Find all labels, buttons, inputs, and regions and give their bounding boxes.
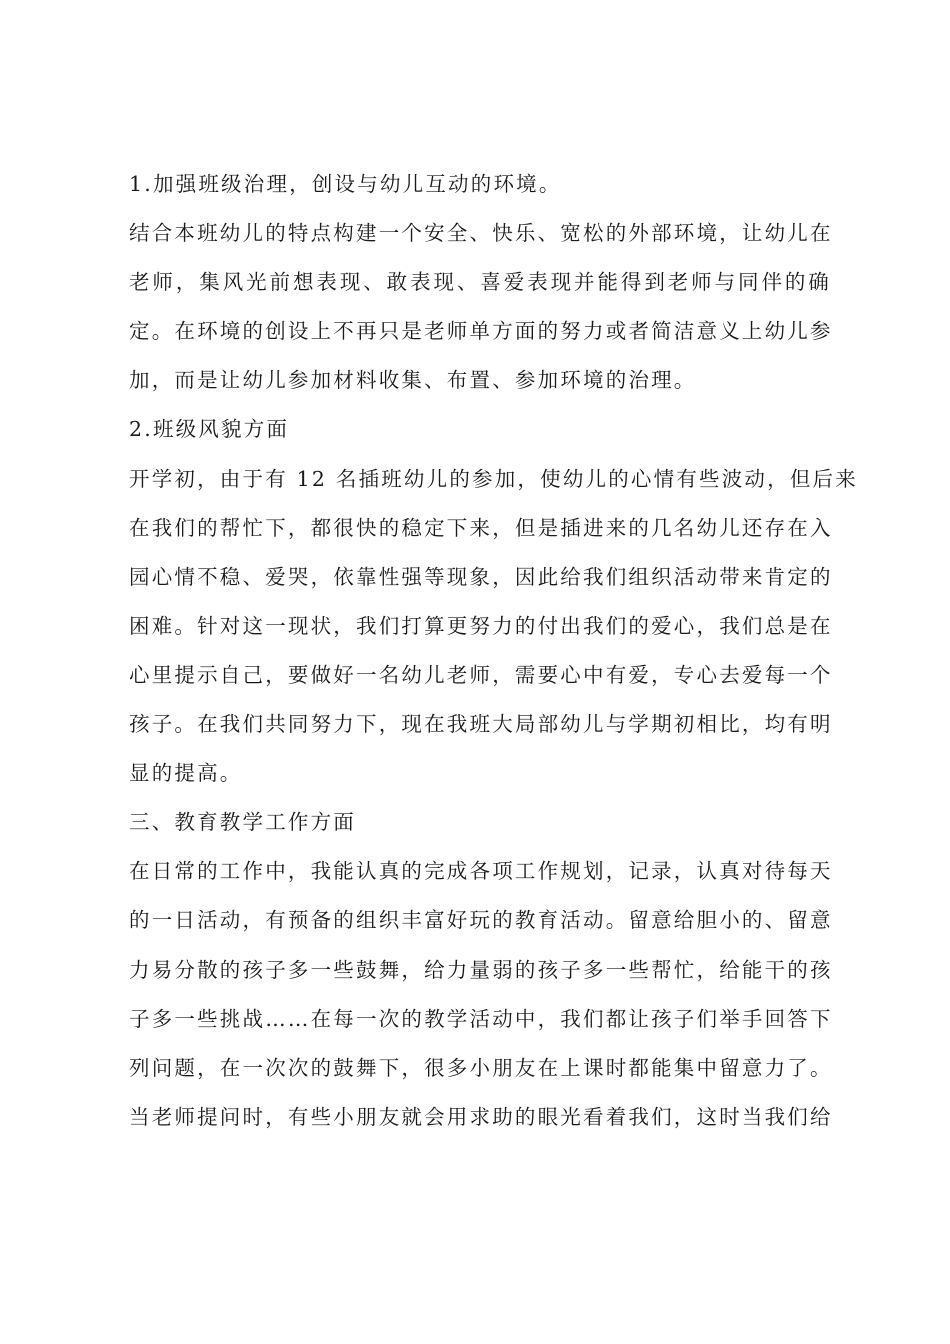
heading-line: 1.加强班级治理，创设与幼儿互动的环境。: [129, 172, 562, 196]
paragraph-line: 显的提高。: [129, 761, 243, 786]
paragraph-line: 结合本班幼儿的特点构建一个安全、快乐、宽松的外部环境，让幼儿在: [129, 221, 833, 246]
paragraph-environment: [129, 209, 831, 405]
paragraph-line: 在我们的帮忙下，都很快的稳定下来，但是插进来的几名幼儿还存在入: [129, 515, 833, 540]
paragraph-class-style: [129, 455, 858, 799]
heading-line: 2.班级风貌方面: [129, 417, 290, 442]
paragraph-line: 加，而是让幼儿参加材料收集、布置、参加环境的治理。: [129, 368, 697, 393]
section-heading-1: [129, 160, 831, 209]
paragraph-line: 开学初，由于有 12 名插班幼儿的参加，使幼儿的心情有些波动，但后来: [129, 466, 858, 491]
paragraph-line: 园心情不稳、爱哭，依靠性强等现象，因此给我们组织活动带来肯定的: [129, 564, 833, 589]
paragraph-line: 老师，集风光前想表现、敢表现、喜爱表现并能得到老师与同伴的确: [129, 270, 831, 295]
paragraph-teaching: [129, 847, 831, 1142]
section-heading-3: [129, 798, 831, 847]
paragraph-line: 的一日活动，有预备的组织丰富好玩的教育活动。留意给胆小的、留意: [129, 908, 833, 933]
paragraph-line: 困难。针对这一现状，我们打算更努力的付出我们的爱心，我们总是在: [129, 613, 833, 638]
paragraph-line: 当老师提问时，有些小朋友就会用求助的眼光看着我们，这时当我们给: [129, 1104, 833, 1129]
paragraph-line: 心里提示自己，要做好一名幼儿老师，需要心中有爱，专心去爱每一个: [129, 662, 833, 687]
paragraph-line: 列问题，在一次次的鼓舞下，很多小朋友在上课时都能集中留意力了。: [129, 1055, 833, 1080]
paragraph-line: 定。在环境的创设上不再只是老师单方面的努力或者简洁意义上幼儿参: [129, 319, 833, 344]
section-heading-2: [129, 405, 831, 454]
paragraph-line: 孩子。在我们共同努力下，现在我班大局部幼儿与学期初相比，均有明: [129, 712, 833, 737]
paragraph-line: 在日常的工作中，我能认真的完成各项工作规划，记录，认真对待每天: [129, 859, 833, 884]
document-body: [129, 160, 858, 1142]
heading-line: 三、教育教学工作方面: [129, 810, 356, 835]
paragraph-line: 力易分散的孩子多一些鼓舞，给力量弱的孩子多一些帮忙，给能干的孩: [129, 957, 833, 982]
paragraph-line: 子多一些挑战……在每一次的教学活动中，我们都让孩子们举手回答下: [129, 1006, 833, 1031]
